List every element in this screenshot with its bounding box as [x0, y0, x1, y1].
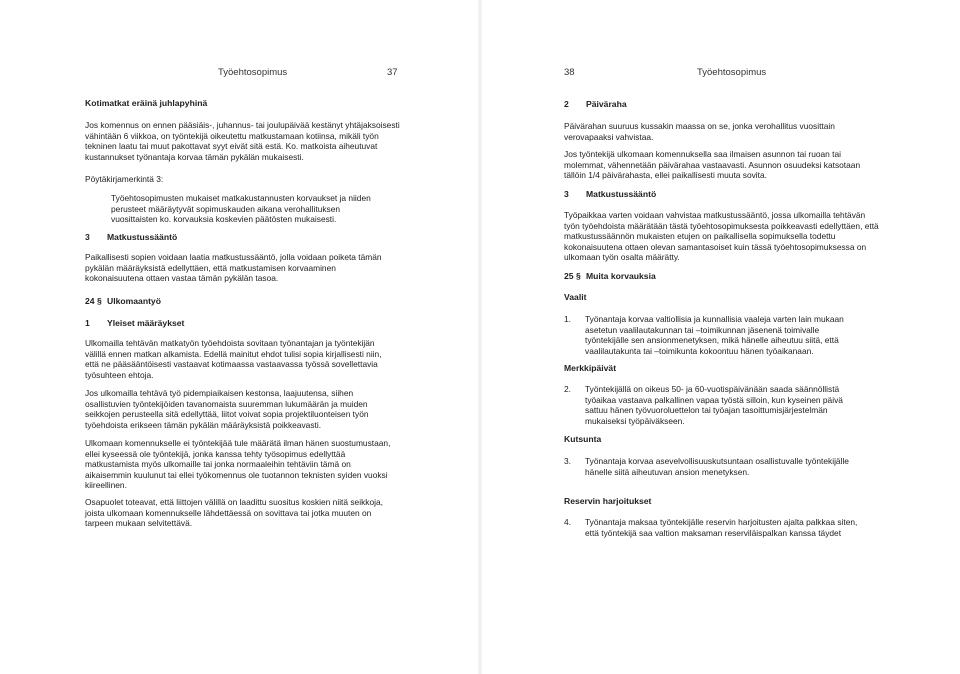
heading-matkustussaanto-right — [564, 189, 656, 199]
paragraph-matkustussaanto-right: Työpaikkaa varten voidaan vahvistaa matkustussääntö, jossa ulkomailla tehtävän työn työehdoista määrätään tästä työehtosopimuksesta poikkeavasti edellyttäen, että matkustussäännön mukaisten etujen on paikallisella sopimuksella todettu kokonaisuutena ottaen olevan samantasoiset kuin tässä työehtosopimuksessa on ulkomaan työn osalta määrätty. — [564, 210, 879, 263]
heading-text: Matkustussääntö — [107, 232, 178, 242]
list-number: 1. — [564, 314, 571, 324]
list-number: 2. — [564, 384, 571, 394]
subheading-merkkipaivat: Merkkipäivät — [564, 363, 617, 373]
section-title: Muita korvauksia — [586, 271, 656, 281]
section-heading-25 — [564, 271, 656, 281]
paragraph-suostumus: Ulkomaan komennukselle ei työntekijää tule määrätä ilman hänen suostumustaan, ellei kyseessä ole työntekijä, jonka kanssa tehty työsopimus edellyttää matkustamista myös ulkomaille tai jonka normaaleihin tehtäviin tämä on aikaisemmin kuulunut tai ellei työkomennus ole tuotannon teknisten syiden vuoksi kiireellinen. — [85, 438, 391, 491]
paragraph-suositus: Osapuolet toteavat, että liittojen välillä on laadittu suositus koskien niitä seikkoja, joista ulkomaan komennukselle lähdettäessä on sovittava tai jotka muuten on tarpeen mukaan selvitettävä. — [85, 497, 383, 529]
paragraph-kotimatkat: Jos komennus on ennen pääsiäis-, juhannus- tai joulupäivää kestänyt yhtäjaksoisesti vähintään 6 viikkoa, on työntekijä oikeutettu matkustamaan kotiinsa, mikäli työn tekninen laatu tai muut pakottavat syyt eivät sitä estä. Ko. matkoista aiheutuvat kustannukset työnantaja korvaa tämän pykälän mukaisesti. — [85, 120, 400, 162]
list-item-reservin — [564, 517, 864, 538]
left-header-title: Työehtosopimus — [218, 67, 288, 78]
right-page — [482, 0, 960, 674]
right-header-title: Työehtosopimus — [697, 67, 767, 78]
paragraph-ulkomaan-ehdot: Ulkomailla tehtävän matkatyön työehdoista sovitaan työnantajan ja työntekijän välillä ennen matkan alkamista. Edellä mainitut ehdot tulisi sopia kirjallisesti niin, että ne pääsääntöisesti vastaavat kotimaassa vastaavassa työssä sovellettavia työsuhteen ehtoja. — [85, 338, 382, 380]
subheading-kutsunta: Kutsunta — [564, 434, 602, 444]
protocol-label: Pöytäkirjamerkintä 3: — [85, 174, 164, 184]
heading-yleiset — [85, 318, 184, 328]
paragraph-matkustussaanto-left: Paikallisesti sopien voidaan laatia matkustussääntö, jolla voidaan poiketa tämän pykälän määräyksistä edellyttäen, että matkustamisen korvaaminen kokonaisuutena ottaen vastaa tämän pykälän tasoa. — [85, 252, 382, 284]
heading-number: 2 — [564, 99, 569, 109]
heading-paivaraha — [564, 99, 627, 109]
list-text: Työnantaja maksaa työntekijälle reservin harjoitusten ajalta palkkaa siten, että työntekijä saa valtion maksaman reserviläispalkan kanssa täydet — [585, 517, 858, 538]
list-item-vaalit — [564, 314, 864, 356]
heading-number: 3 — [564, 189, 569, 199]
right-page-number: 38 — [564, 67, 575, 78]
heading-text: Matkustussääntö — [586, 189, 657, 199]
paragraph-paivaraha-vahennys: Jos työntekijä ulkomaan komennuksella saa ilmaisen asunnon tai ruoan tai molemmat, vähennetään päivärahaa vastaavasti. Asunnon osuudeksi katsotaan tällöin 1/4 päivärahasta, ellei paikallisesti muuta sovita. — [564, 149, 861, 181]
list-number: 4. — [564, 517, 571, 527]
heading-text: Päiväraha — [586, 99, 627, 109]
list-number: 3. — [564, 456, 571, 466]
heading-number: 3 — [85, 232, 90, 242]
section-number: 24 § — [85, 296, 102, 306]
list-item-kutsunta — [564, 456, 864, 477]
protocol-text: Työehtosopimusten mukaiset matkakustannusten korvaukset ja niiden perusteet määräytyvät sopimuskauden aikana verohallituksen vuosittaisten ko. korvauksia koskevien päätösten mukaisesti. — [111, 193, 371, 225]
paragraph-paivaraha-suuruus: Päivärahan suuruus kussakin maassa on se, jonka verohallitus vuosittain verovapaaksi vahvistaa. — [564, 121, 835, 142]
heading-text: Yleiset määräykset — [107, 318, 185, 328]
list-text: Työnantaja korvaa asevelvollisuuskutsuntaan osallistuvalle työntekijälle hänelle siitä aiheutuvan ansion menetyksen. — [585, 456, 849, 477]
section-title-kotimatkat: Kotimatkat eräinä juhlapyhinä — [85, 98, 208, 108]
list-text: Työntekijällä on oikeus 50- ja 60-vuotispäivänään saada säännöllistä työaikaa vastaava palkallinen vapaa työstä silloin, kun kyseinen päivä sattuu hänen työvuoroluettelon tai työajan tasoittumisjärjestelmän mukaiseksi työpäiväkseen. — [585, 384, 843, 426]
section-title: Ulkomaantyö — [107, 296, 161, 306]
subheading-reservin: Reservin harjoitukset — [564, 496, 652, 506]
list-item-merkkipaivat — [564, 384, 864, 426]
section-heading-24 — [85, 296, 161, 306]
heading-number: 1 — [85, 318, 90, 328]
subheading-vaalit: Vaalit — [564, 292, 587, 302]
section-number: 25 § — [564, 271, 581, 281]
paragraph-projektityo: Jos ulkomailla tehtävä työ pidempiaikaisen kestonsa, laajuutensa, siihen osallistuvien työntekijöiden tavanomaista suuremman lukumäärän ja muiden seikkojen perusteella sitä edellyttää, liitot voivat sopia projektiluonteisen työn työehdoista erikseen tämän pykälän määräyksistä poikkeavasti. — [85, 388, 369, 430]
left-page — [0, 0, 478, 674]
heading-matkustussaanto-left — [85, 232, 177, 242]
left-page-number: 37 — [387, 67, 398, 78]
list-text: Työnantaja korvaa valtiollisia ja kunnallisia vaaleja varten lain mukaan asetetun vaalilautakunnan tai –toimikunnan jäsenenä toimivalle työntekijälle sen ansionmenetyksen, mikä hänelle aiheutuu siitä, että vaalilautakunta tai –toimikunta kokoontuu hänen työaikanaan. — [585, 314, 844, 356]
